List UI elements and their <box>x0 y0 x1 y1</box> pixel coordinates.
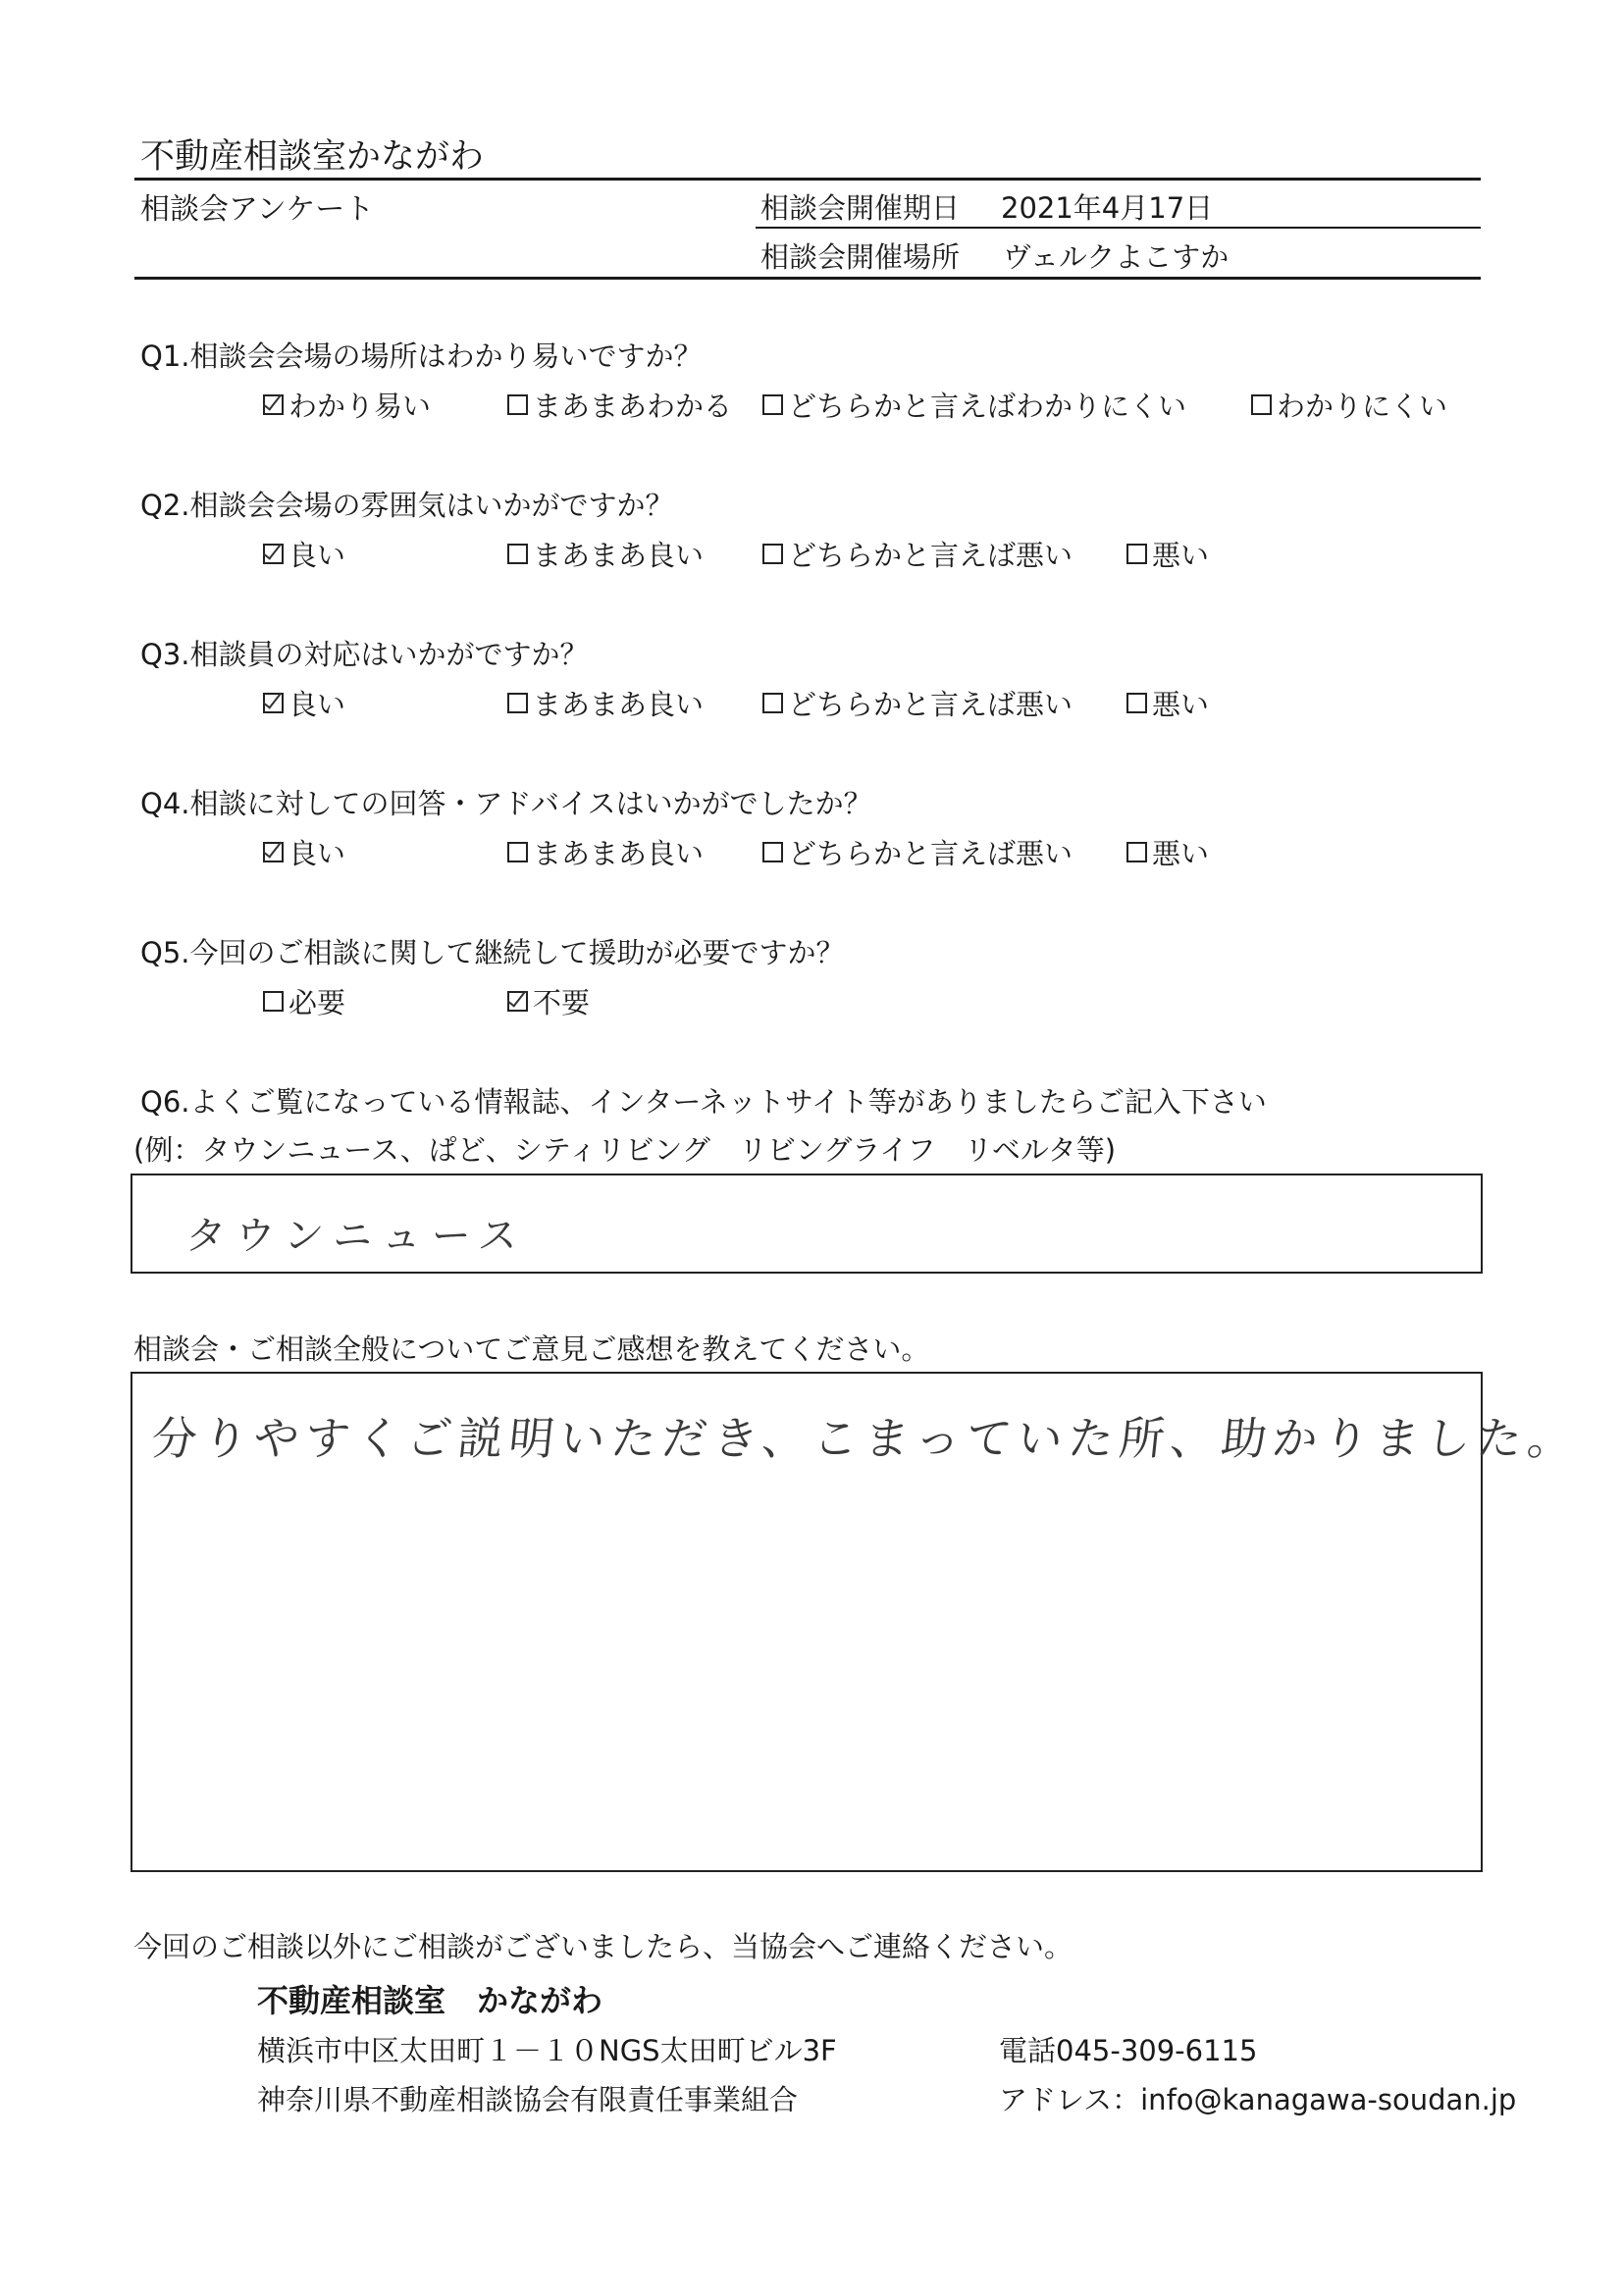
footer-email: アドレス：info@kanagawa-soudan.jp <box>999 2083 1517 2116</box>
question-1: Q1.相談会会場の場所はわかり易いですか？ <box>140 339 703 373</box>
checkbox-checked-icon[interactable] <box>263 394 284 415</box>
q4-option-3[interactable]: どちらかと言えば悪い <box>762 832 1073 872</box>
question-6-example: (例：タウンニュース、ぱど、シティリビング リビングライフ リベルタ等) <box>133 1133 1117 1167</box>
header-rule-bottom <box>134 277 1481 280</box>
place-label: 相談会開催場所 <box>760 240 961 274</box>
q3-option-2[interactable]: まあまあ良い <box>507 683 704 723</box>
date-label: 相談会開催期日 <box>760 191 961 225</box>
checkbox-icon[interactable] <box>507 544 528 564</box>
q2-option-1[interactable]: 良い <box>263 534 345 574</box>
footer-address: 横浜市中区太田町１－１０NGS太田町ビル3F <box>257 2034 837 2067</box>
checkbox-icon[interactable] <box>762 693 783 713</box>
checkbox-checked-icon[interactable] <box>507 991 528 1012</box>
question-6: Q6.よくご覧になっている情報誌、インターネットサイト等がありましたらご記入下さい <box>140 1085 1267 1119</box>
q4-option-2[interactable]: まあまあ良い <box>507 832 704 872</box>
checkbox-icon[interactable] <box>762 544 783 564</box>
checkbox-icon[interactable] <box>1251 394 1272 415</box>
checkbox-checked-icon[interactable] <box>263 693 284 713</box>
question-5: Q5.今回のご相談に関して継続して援助が必要ですか？ <box>140 936 845 969</box>
checkbox-icon[interactable] <box>263 991 284 1012</box>
q3-option-4[interactable]: 悪い <box>1126 683 1209 723</box>
header-rule-mid <box>756 227 1481 229</box>
question-2: Q2.相談会会場の雰囲気はいかがですか？ <box>140 489 674 522</box>
checkbox-icon[interactable] <box>507 394 528 415</box>
checkbox-icon[interactable] <box>762 842 783 862</box>
checkbox-icon[interactable] <box>1126 842 1147 862</box>
q1-option-3[interactable]: どちらかと言えばわかりにくい <box>762 385 1186 425</box>
q5-option-1[interactable]: 必要 <box>263 981 345 1021</box>
footer-association: 神奈川県不動産相談協会有限責任事業組合 <box>257 2083 799 2116</box>
checkbox-icon[interactable] <box>507 693 528 713</box>
checkbox-icon[interactable] <box>507 842 528 862</box>
place-value: ヴェルクよこすか <box>1003 240 1230 274</box>
comments-handwritten-answer: 分りやすくご説明いただき、こまっていた所、助かりました。 <box>148 1412 1582 1465</box>
q2-option-3[interactable]: どちらかと言えば悪い <box>762 534 1073 574</box>
checkbox-checked-icon[interactable] <box>263 842 284 862</box>
organization-title: 不動産相談室かながわ <box>140 137 485 177</box>
question-3: Q3.相談員の対応はいかがですか？ <box>140 638 589 671</box>
checkbox-icon[interactable] <box>1126 693 1147 713</box>
form-title: 相談会アンケート <box>140 192 375 227</box>
q3-option-1[interactable]: 良い <box>263 683 345 723</box>
q1-option-1[interactable]: わかり易い <box>263 385 431 425</box>
date-value: 2021年4月17日 <box>1001 191 1214 225</box>
footer-org: 不動産相談室 かながわ <box>257 1982 603 2019</box>
q4-option-1[interactable]: 良い <box>263 832 345 872</box>
comments-label: 相談会・ご相談全般についてご意見ご感想を教えてください。 <box>133 1332 930 1366</box>
q2-option-4[interactable]: 悪い <box>1126 534 1209 574</box>
header-rule-top <box>134 178 1481 181</box>
q4-option-4[interactable]: 悪い <box>1126 832 1209 872</box>
footer-phone: 電話045-309-6115 <box>999 2034 1258 2067</box>
checkbox-icon[interactable] <box>1126 544 1147 564</box>
q5-option-2[interactable]: 不要 <box>507 981 590 1021</box>
question-4: Q4.相談に対しての回答・アドバイスはいかがでしたか？ <box>140 787 872 820</box>
footer-notice: 今回のご相談以外にご相談がございましたら、当協会へご連絡ください。 <box>133 1930 1073 1963</box>
q6-handwritten-answer: タウンニュース <box>183 1214 531 1259</box>
checkbox-checked-icon[interactable] <box>263 544 284 564</box>
q1-option-4[interactable]: わかりにくい <box>1251 385 1447 425</box>
q1-option-2[interactable]: まあまあわかる <box>507 385 732 425</box>
q3-option-3[interactable]: どちらかと言えば悪い <box>762 683 1073 723</box>
q2-option-2[interactable]: まあまあ良い <box>507 534 704 574</box>
checkbox-icon[interactable] <box>762 394 783 415</box>
